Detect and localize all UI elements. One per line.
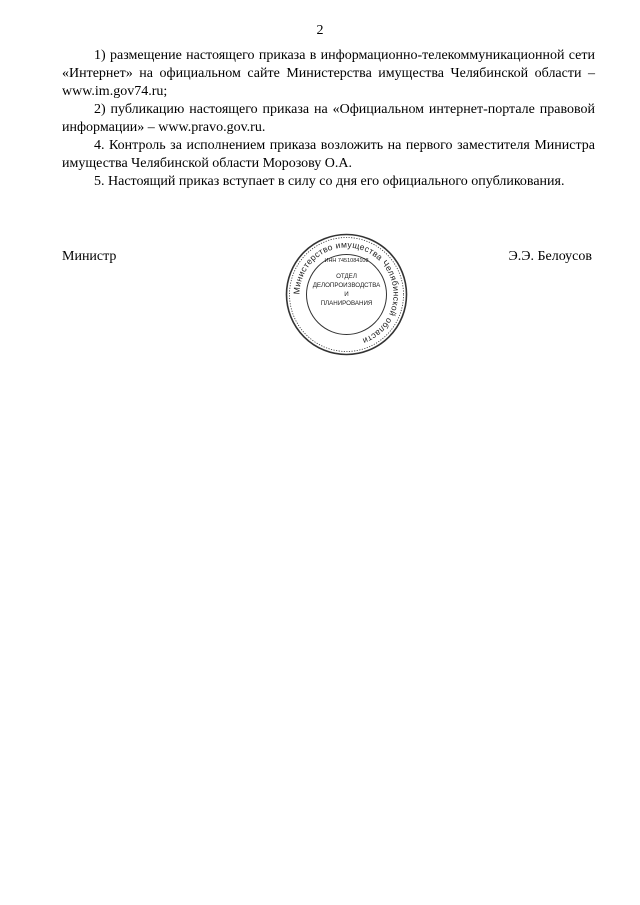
stamp-center-line-2: ДЕЛОПРОИЗВОДСТВА xyxy=(312,282,381,289)
stamp-ring-text: Министерство имущества Челябинской области xyxy=(291,239,402,347)
paragraph-item-1: 1) размещение настоящего приказа в информационно-телекоммуникационной сети «Интернет» на официальном сайте Министерства имущества Челябинской области – www.im.gov74.ru; xyxy=(62,48,595,99)
signatory-title: Министр xyxy=(62,249,117,264)
page-number: 2 xyxy=(316,23,324,38)
official-stamp xyxy=(284,232,409,357)
paragraph-item-5: 5. Настоящий приказ вступает в силу со дня его официального опубликования. xyxy=(94,174,565,189)
stamp-center-line-3: И xyxy=(344,291,349,298)
document-body xyxy=(62,47,595,191)
stamp-center-line-1: ОТДЕЛ xyxy=(336,273,357,280)
stamp-center-line-4: ПЛАНИРОВАНИЯ xyxy=(320,300,373,307)
paragraph-item-4: 4. Контроль за исполнением приказа возложить на первого заместителя Министра имущества Челябинской области Морозову О.А. xyxy=(62,138,595,171)
paragraph-item-2: 2) публикацию настоящего приказа на «Официальном интернет-портале правовой информации» – www.pravo.gov.ru. xyxy=(62,102,595,135)
stamp-seal-icon xyxy=(284,232,409,357)
signatory-name: Э.Э. Белоусов xyxy=(508,249,592,264)
stamp-inn: ИНН 7451084108 xyxy=(324,258,369,264)
